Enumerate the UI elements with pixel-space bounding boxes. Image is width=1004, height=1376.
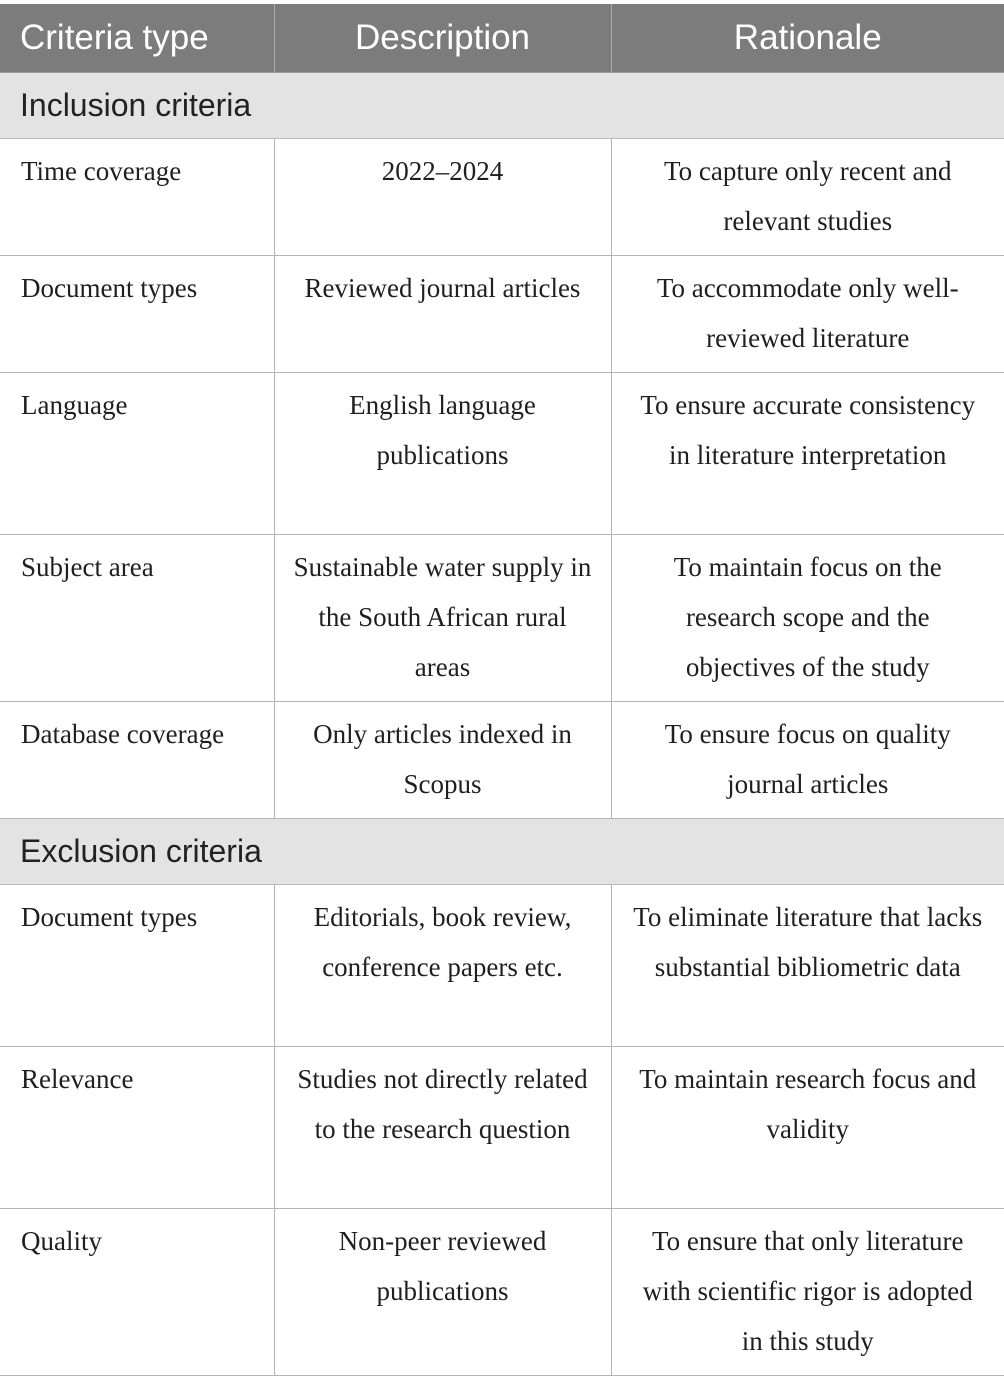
cell-criteria-type: Quality xyxy=(0,1209,274,1376)
table-row xyxy=(0,1209,1004,1376)
header-row xyxy=(0,4,1004,73)
table-row xyxy=(0,256,1004,373)
table-row xyxy=(0,535,1004,702)
criteria-table xyxy=(0,4,1004,1376)
section-row-inclusion xyxy=(0,73,1004,139)
cell-criteria-type: Document types xyxy=(0,256,274,373)
cell-rationale: To ensure focus on quality journal articles xyxy=(611,702,1004,819)
table-row xyxy=(0,373,1004,535)
cell-description: 2022–2024 xyxy=(274,139,611,256)
cell-rationale: To maintain focus on the research scope and the objectives of the study xyxy=(611,535,1004,702)
section-title-exclusion: Exclusion criteria xyxy=(0,819,1004,885)
cell-criteria-type: Relevance xyxy=(0,1047,274,1209)
cell-criteria-type: Database coverage xyxy=(0,702,274,819)
table-row xyxy=(0,702,1004,819)
header-description: Description xyxy=(274,4,611,73)
cell-description: Reviewed journal articles xyxy=(274,256,611,373)
table-row xyxy=(0,139,1004,256)
cell-description: English language publications xyxy=(274,373,611,535)
section-row-exclusion xyxy=(0,819,1004,885)
cell-description: Only articles indexed in Scopus xyxy=(274,702,611,819)
table-row xyxy=(0,885,1004,1047)
cell-rationale: To eliminate literature that lacks substantial bibliometric data xyxy=(611,885,1004,1047)
header-criteria-type: Criteria type xyxy=(0,4,274,73)
cell-description: Studies not directly related to the research question xyxy=(274,1047,611,1209)
cell-criteria-type: Time coverage xyxy=(0,139,274,256)
cell-rationale: To maintain research focus and validity xyxy=(611,1047,1004,1209)
cell-rationale: To ensure accurate consistency in literature interpretation xyxy=(611,373,1004,535)
header-rationale: Rationale xyxy=(611,4,1004,73)
cell-rationale: To ensure that only literature with scientific rigor is adopted in this study xyxy=(611,1209,1004,1376)
cell-description: Non-peer reviewed publications xyxy=(274,1209,611,1376)
section-title-inclusion: Inclusion criteria xyxy=(0,73,1004,139)
cell-criteria-type: Language xyxy=(0,373,274,535)
cell-rationale: To capture only recent and relevant studies xyxy=(611,139,1004,256)
cell-description: Sustainable water supply in the South African rural areas xyxy=(274,535,611,702)
table-row xyxy=(0,1047,1004,1209)
cell-rationale: To accommodate only well-reviewed literature xyxy=(611,256,1004,373)
cell-description: Editorials, book review, conference papers etc. xyxy=(274,885,611,1047)
cell-criteria-type: Subject area xyxy=(0,535,274,702)
cell-criteria-type: Document types xyxy=(0,885,274,1047)
table-header xyxy=(0,4,1004,73)
